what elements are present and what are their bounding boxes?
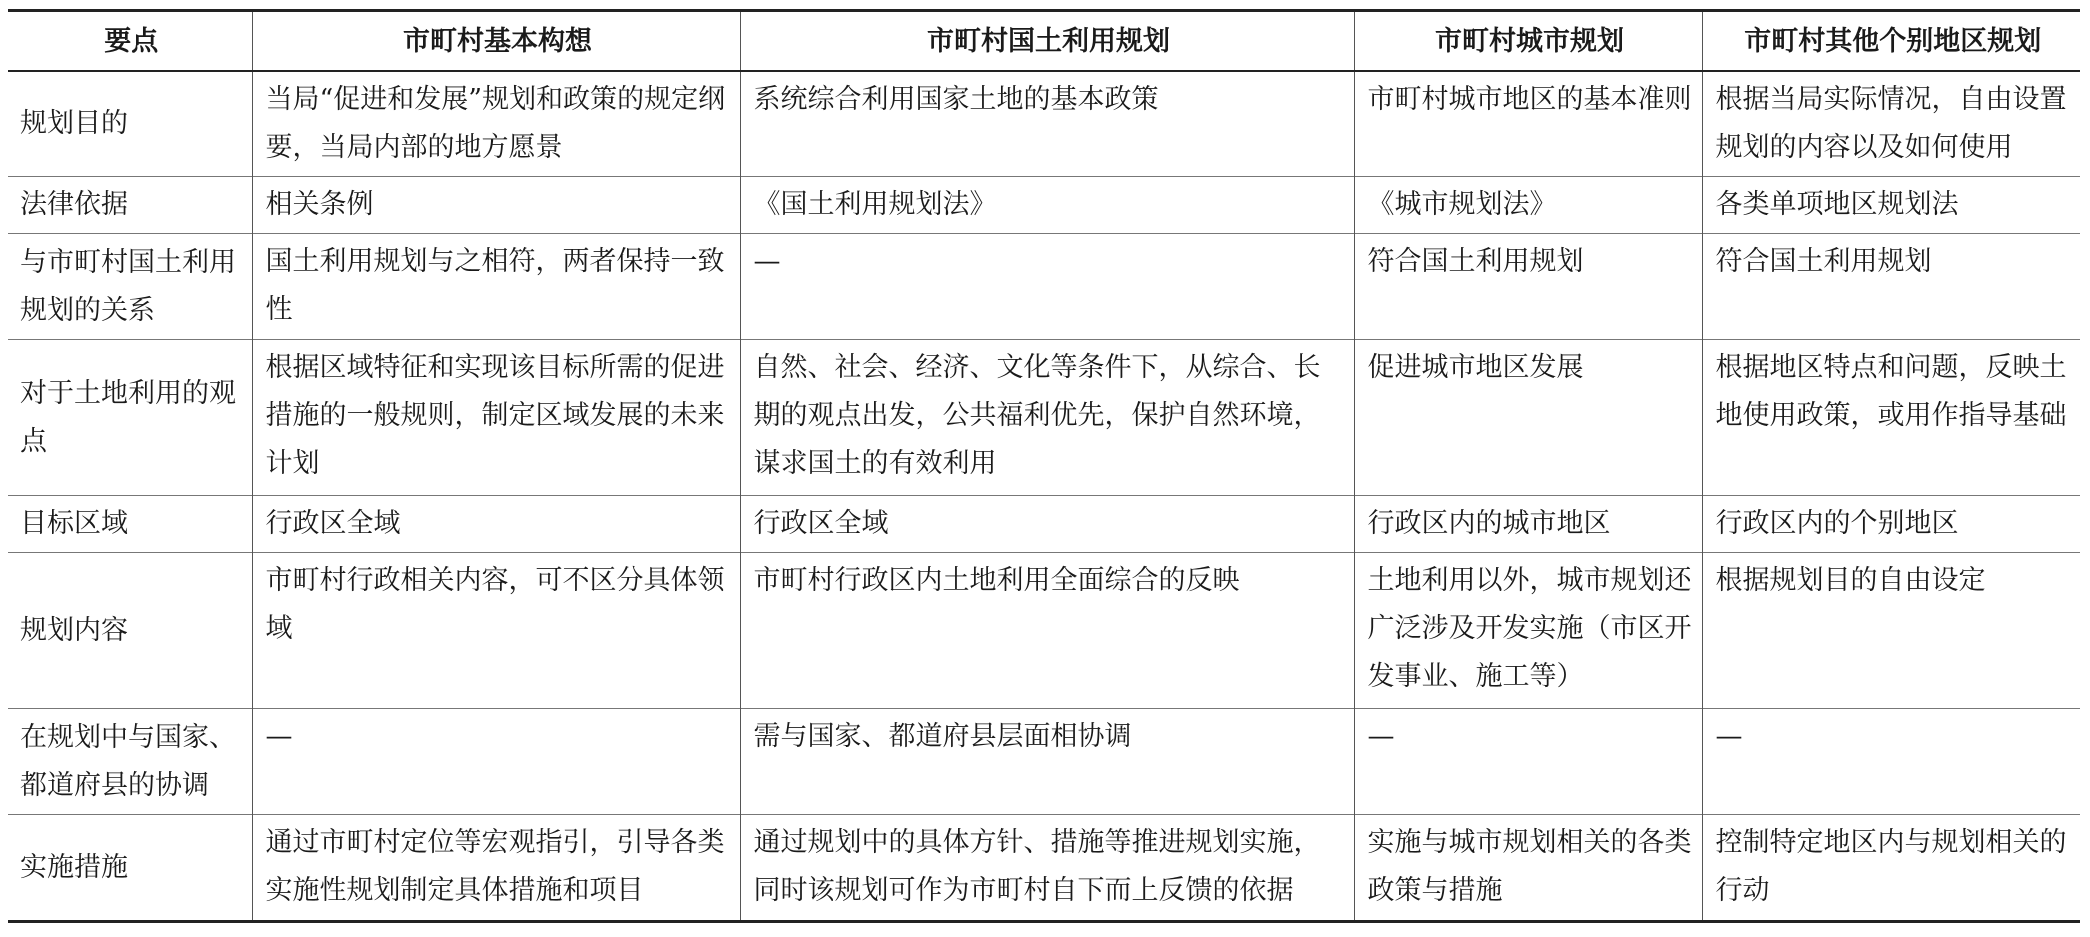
table-row-plan-content xyxy=(8,553,2080,709)
table-cell: 根据地区特点和问题，反映土地使用政策，或用作指导基础 xyxy=(1702,340,2080,496)
table-cell: — xyxy=(252,709,740,815)
table-cell: 自然、社会、经济、文化等条件下，从综合、长期的观点出发，公共福利优先，保护自然环境，谋求国土的有效利用 xyxy=(740,340,1354,496)
table-cell: 控制特定地区内与规划相关的行动 xyxy=(1702,815,2080,922)
table-row-planning-purpose xyxy=(8,71,2080,177)
header-urban-plan: 市町村城市规划 xyxy=(1354,11,1702,72)
table-row-relation-to-land-use-plan xyxy=(8,234,2080,340)
table-cell: 符合国土利用规划 xyxy=(1354,234,1702,340)
row-label: 对于土地利用的观点 xyxy=(8,340,252,496)
header-land-use-plan: 市町村国土利用规划 xyxy=(740,11,1354,72)
table-cell: 行政区内的个别地区 xyxy=(1702,496,2080,553)
row-label: 目标区域 xyxy=(8,496,252,553)
table-cell: 通过市町村定位等宏观指引，引导各类实施性规划制定具体措施和项目 xyxy=(252,815,740,922)
table-cell: 土地利用以外，城市规划还广泛涉及开发实施（市区开发事业、施工等） xyxy=(1354,553,1702,709)
table-header-row xyxy=(8,11,2080,72)
table-cell: 促进城市地区发展 xyxy=(1354,340,1702,496)
table-cell: 各类单项地区规划法 xyxy=(1702,177,2080,234)
table-cell: 实施与城市规划相关的各类政策与措施 xyxy=(1354,815,1702,922)
table-row-implementation-measures xyxy=(8,815,2080,922)
table-cell: 市町村行政区内土地利用全面综合的反映 xyxy=(740,553,1354,709)
table-cell: 根据当局实际情况，自由设置规划的内容以及如何使用 xyxy=(1702,71,2080,177)
table-cell: 国土利用规划与之相符，两者保持一致性 xyxy=(252,234,740,340)
table-cell: 当局“促进和发展”规划和政策的规定纲要，当局内部的地方愿景 xyxy=(252,71,740,177)
table-cell: 《国土利用规划法》 xyxy=(740,177,1354,234)
table-cell: 市町村城市地区的基本准则 xyxy=(1354,71,1702,177)
row-label: 规划目的 xyxy=(8,71,252,177)
table-cell: 行政区全域 xyxy=(252,496,740,553)
comparison-table-container xyxy=(8,9,2080,923)
row-label: 与市町村国土利用规划的关系 xyxy=(8,234,252,340)
table-cell: — xyxy=(1702,709,2080,815)
table-row-coordination xyxy=(8,709,2080,815)
table-cell: — xyxy=(1354,709,1702,815)
table-cell: 市町村行政相关内容，可不区分具体领域 xyxy=(252,553,740,709)
table-row-land-use-viewpoint xyxy=(8,340,2080,496)
table-cell: 行政区全域 xyxy=(740,496,1354,553)
table-row-legal-basis xyxy=(8,177,2080,234)
row-label: 在规划中与国家、都道府县的协调 xyxy=(8,709,252,815)
table-cell: 符合国土利用规划 xyxy=(1702,234,2080,340)
table-cell: 通过规划中的具体方针、措施等推进规划实施，同时该规划可作为市町村自下而上反馈的依据 xyxy=(740,815,1354,922)
planning-comparison-table xyxy=(8,9,2080,923)
row-label: 实施措施 xyxy=(8,815,252,922)
table-row-target-area xyxy=(8,496,2080,553)
table-cell: 相关条例 xyxy=(252,177,740,234)
table-cell: 需与国家、都道府县层面相协调 xyxy=(740,709,1354,815)
table-cell: 行政区内的城市地区 xyxy=(1354,496,1702,553)
header-other-area-plans: 市町村其他个别地区规划 xyxy=(1702,11,2080,72)
header-basic-concept: 市町村基本构想 xyxy=(252,11,740,72)
header-key-points: 要点 xyxy=(104,26,159,57)
table-cell: 系统综合利用国家土地的基本政策 xyxy=(740,71,1354,177)
table-cell: — xyxy=(740,234,1354,340)
row-label: 规划内容 xyxy=(8,553,252,709)
table-cell: 根据规划目的自由设定 xyxy=(1702,553,2080,709)
table-cell: 根据区域特征和实现该目标所需的促进措施的一般规则，制定区域发展的未来计划 xyxy=(252,340,740,496)
row-label: 法律依据 xyxy=(8,177,252,234)
table-cell: 《城市规划法》 xyxy=(1354,177,1702,234)
